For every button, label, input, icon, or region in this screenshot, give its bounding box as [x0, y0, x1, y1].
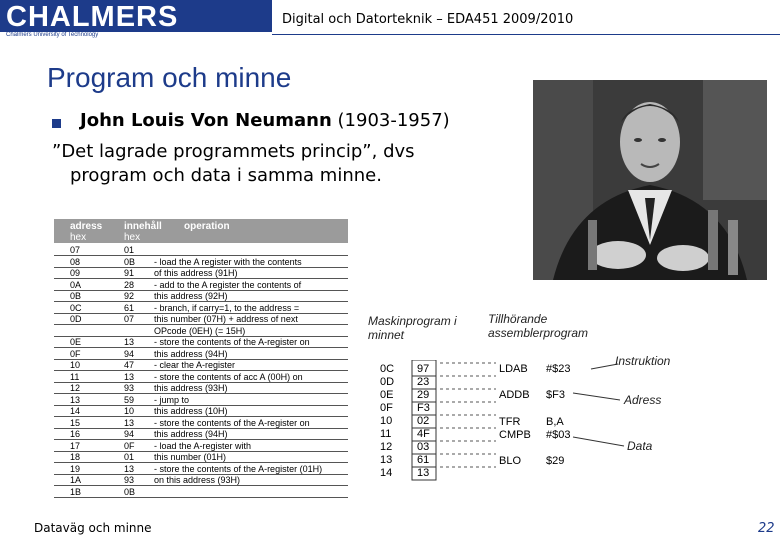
memory-value: 03	[417, 441, 430, 453]
col-header-innehall: innehåll	[124, 221, 162, 232]
cell-operation: of this address (91H)	[154, 268, 238, 278]
logo-subtitle: Chalmers University of Technology	[6, 32, 99, 38]
table-row	[54, 360, 348, 371]
memory-address: 12	[380, 441, 393, 453]
cell-address: 19	[70, 463, 81, 474]
cell-content: 61	[124, 302, 135, 313]
cell-operation: - branch, if carry=1, to the address =	[154, 302, 300, 313]
table-row	[54, 314, 348, 325]
cell-operation: - add to the A register the contents of	[154, 279, 302, 290]
principle-text-cont: program och data i samma minne.	[70, 165, 382, 186]
cell-operation: on this address (93H)	[154, 475, 241, 485]
bullet-text	[80, 110, 450, 131]
table-row	[54, 464, 348, 475]
cell-address: 15	[70, 417, 81, 428]
cell-content: 92	[124, 291, 135, 301]
person-name: John Louis Von Neumann	[80, 110, 332, 131]
col-header-adress: adress	[70, 221, 103, 232]
asm-opcode: LDAB	[499, 363, 528, 375]
memory-address: 0F	[380, 402, 393, 414]
memory-value: 23	[417, 376, 430, 388]
footer-topic: Dataväg och minne	[34, 521, 152, 535]
cell-content: 94	[124, 429, 135, 439]
cell-content: 59	[124, 394, 135, 405]
slide-title: Program och minne	[47, 62, 292, 93]
cell-address: 1A	[70, 475, 82, 485]
table-row	[54, 418, 348, 429]
memory-address: 10	[380, 415, 393, 427]
cell-content: 01	[124, 452, 135, 462]
asm-operand: $F3	[546, 389, 565, 401]
cell-operation: this address (94H)	[154, 348, 228, 359]
label-assembler-program: Tillhörande assemblerprogram	[488, 312, 589, 340]
cell-address: 14	[70, 406, 81, 416]
cell-content: 13	[124, 371, 135, 382]
memory-value: 29	[417, 389, 430, 401]
chalmers-logo	[0, 0, 272, 40]
memory-value: 97	[417, 363, 430, 375]
cell-operation: - load the A-register with	[154, 440, 252, 451]
cell-address: 0B	[70, 291, 82, 301]
course-title: Digital och Datorteknik – EDA451 2009/2010	[282, 12, 574, 27]
cell-address: 0F	[70, 348, 81, 359]
cell-operation: this address (93H)	[154, 383, 228, 393]
table-row	[54, 349, 348, 360]
table-row	[54, 395, 348, 406]
memory-address: 0D	[380, 376, 395, 388]
table-row	[54, 452, 348, 463]
cell-address: 0C	[70, 302, 82, 313]
table-row	[54, 372, 348, 383]
cell-address: 0E	[70, 337, 82, 347]
table-row	[54, 487, 348, 498]
page-number: 22	[758, 521, 775, 536]
cell-address: 07	[70, 245, 81, 255]
cell-operation: - clear the A-register	[154, 360, 236, 370]
cell-operation: OPcode (0EH) (= 15H)	[154, 325, 246, 336]
header-divider	[272, 34, 780, 35]
asm-operand: $29	[546, 455, 565, 467]
col-subheader-hex: hex	[70, 232, 87, 243]
cell-content: 07	[124, 314, 135, 324]
principle-text: ”Det lagrade programmets princip”, dvs	[52, 141, 415, 162]
col-header-operation: operation	[184, 221, 230, 232]
cell-address: 09	[70, 268, 81, 278]
annotation-arrows	[368, 360, 780, 490]
label-address: Adress	[624, 393, 662, 407]
cell-content: 13	[124, 337, 135, 347]
cell-address: 0D	[70, 314, 82, 324]
cell-address: 16	[70, 429, 81, 439]
asm-opcode: BLO	[499, 455, 522, 467]
cell-address: 12	[70, 383, 81, 393]
memory-listing	[368, 354, 780, 490]
label-machine-program: Maskinprogram i minnet	[368, 314, 457, 342]
cell-address: 0A	[70, 279, 82, 290]
table-row	[54, 337, 348, 348]
cell-content: 13	[124, 463, 135, 474]
portrait-photo	[533, 80, 767, 280]
table-row	[54, 429, 348, 440]
table-row	[54, 406, 348, 417]
memory-value: 02	[417, 415, 430, 427]
table-row	[54, 280, 348, 291]
cell-operation: - store the contents of the A-register on	[154, 417, 310, 428]
cell-content: 94	[124, 348, 135, 359]
memory-address: 0C	[380, 363, 395, 375]
asm-operand: B,A	[546, 416, 564, 428]
cell-address: 11	[70, 371, 80, 382]
person-years: (1903-1957)	[337, 110, 450, 131]
asm-opcode: ADDB	[499, 389, 530, 401]
cell-address: 1B	[70, 486, 82, 497]
table-row	[54, 257, 348, 268]
cell-operation: - store the contents of the A-register (01H)	[154, 463, 323, 474]
asm-opcode: TFR	[499, 416, 521, 428]
cell-operation: this address (94H)	[154, 429, 228, 439]
cell-address: 17	[70, 440, 81, 451]
memory-value: 4F	[417, 428, 430, 440]
label-data: Data	[627, 439, 653, 453]
bullet-square-icon	[52, 119, 61, 128]
cell-address: 18	[70, 452, 81, 462]
label-instruction: Instruktion	[615, 354, 671, 368]
memory-address: 14	[380, 467, 393, 479]
cell-address: 10	[70, 360, 81, 370]
asm-opcode: CMPB	[499, 429, 531, 441]
asm-operand: #$23	[546, 363, 571, 375]
cell-operation: - store the contents of the A-register on	[154, 337, 310, 347]
cell-content: 0B	[124, 486, 136, 497]
cell-address: 08	[70, 256, 81, 267]
cell-address: 13	[70, 394, 81, 405]
cell-operation: this number (01H)	[154, 452, 227, 462]
table-row	[54, 383, 348, 394]
table-row	[54, 326, 348, 337]
cell-content: 28	[124, 279, 135, 290]
table-row	[54, 291, 348, 302]
asm-operand: #$03	[546, 429, 571, 441]
cell-operation: - store the contents of acc A (00H) on	[154, 371, 303, 382]
memory-address: 13	[380, 454, 393, 466]
table-row	[54, 475, 348, 486]
col-subheader-hex-2: hex	[124, 232, 141, 243]
cell-operation: this number (07H) + address of next	[154, 314, 298, 324]
table-row	[54, 245, 348, 256]
cell-content: 01	[124, 245, 135, 255]
table-row	[54, 268, 348, 279]
memory-address: 0E	[380, 389, 394, 401]
cell-content: 93	[124, 475, 135, 485]
table-row	[54, 441, 348, 452]
memory-value: F3	[417, 402, 430, 414]
memory-table	[54, 219, 348, 501]
logo-text: CHALMERS	[6, 1, 179, 33]
cell-content: 0F	[124, 440, 135, 451]
cell-operation: - jump to	[154, 394, 190, 405]
cell-content: 0B	[124, 256, 136, 267]
cell-content: 10	[124, 406, 135, 416]
cell-content: 13	[124, 417, 135, 428]
cell-content: 91	[124, 268, 135, 278]
cell-operation: this address (92H)	[154, 291, 228, 301]
memory-value: 13	[417, 467, 430, 479]
cell-content: 93	[124, 383, 135, 393]
table-header	[54, 219, 348, 243]
memory-value: 61	[417, 454, 430, 466]
memory-address: 11	[380, 428, 392, 440]
table-row	[54, 303, 348, 314]
cell-operation: this address (10H)	[154, 406, 228, 416]
cell-content: 47	[124, 360, 135, 370]
cell-operation: - load the A register with the contents	[154, 256, 302, 267]
